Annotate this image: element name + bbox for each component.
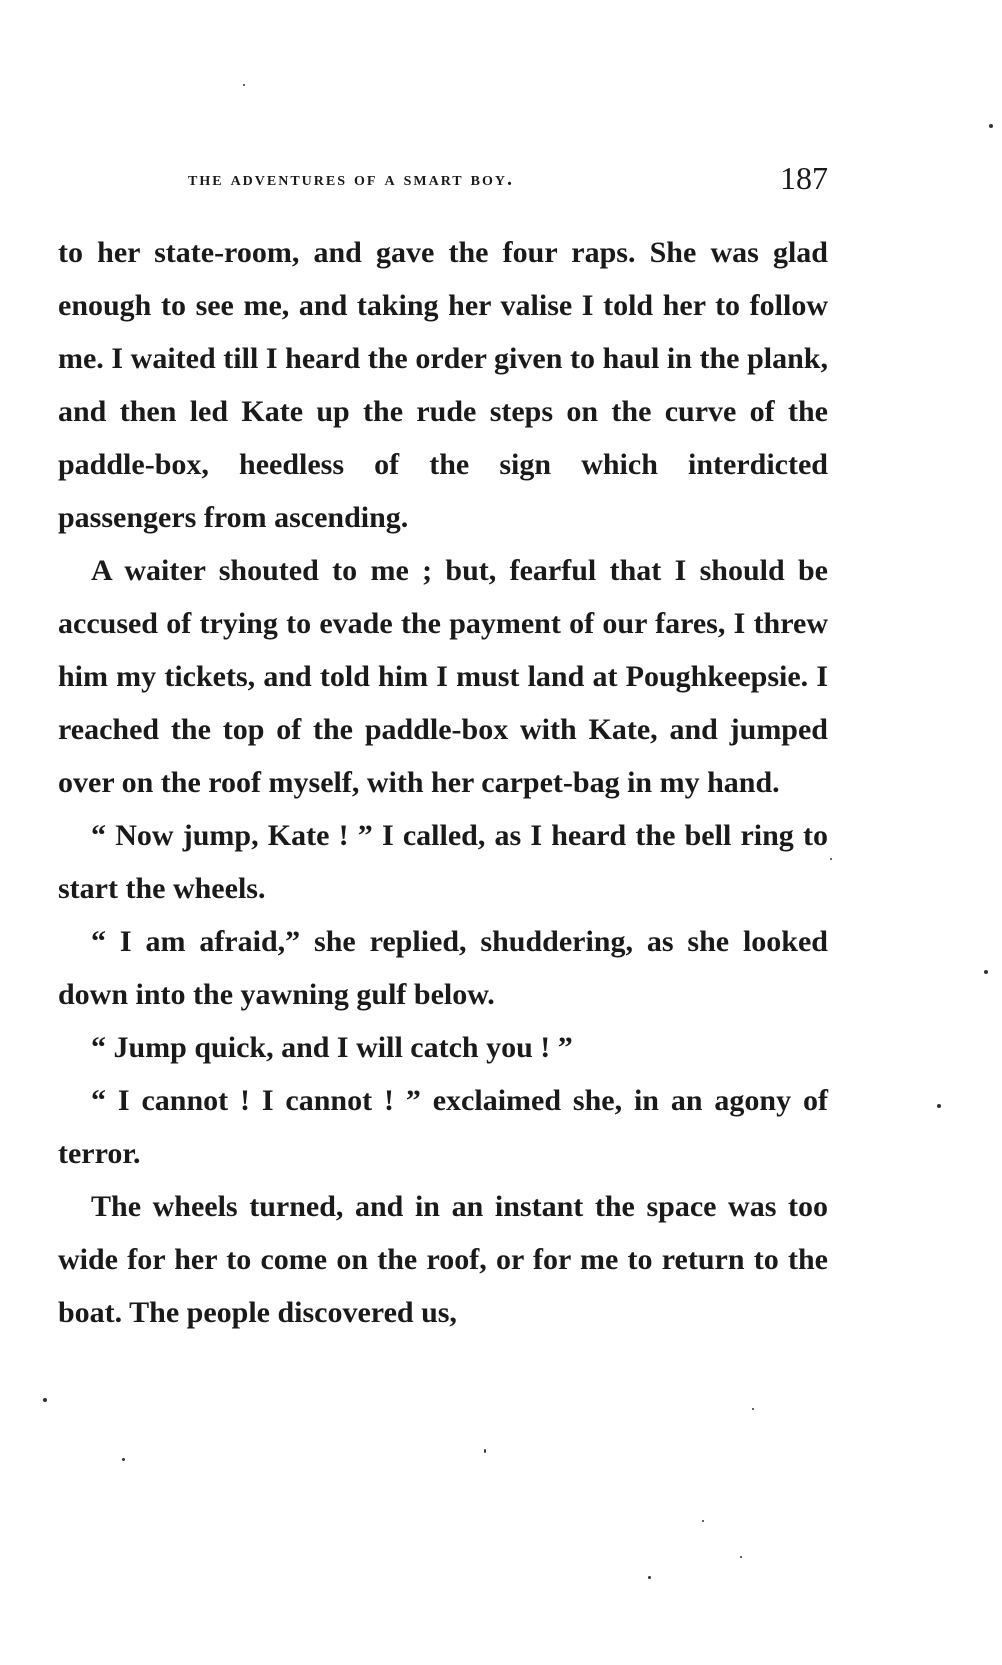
body-text <box>58 226 828 1339</box>
paragraph-5: “ Jump quick, and I will catch you ! ” <box>91 1031 573 1064</box>
speck <box>752 1408 754 1410</box>
paragraph-6: “ I cannot ! I cannot ! ” exclaimed she, in an agony of terror. <box>58 1084 828 1170</box>
speck <box>43 1398 47 1402</box>
speck <box>122 1458 125 1461</box>
paragraph-2: A waiter shouted to me ; but, fearful that I should be accused of trying to evade the payment of our fares, I threw him my tickets, and told him I must land at Poughkeepsie. I reached the top of the paddle-box with Kate, and jumped over on the roof myself, with her carpet-bag in my hand. <box>58 554 828 799</box>
speck <box>243 84 245 86</box>
speck <box>830 858 832 860</box>
speck <box>484 1449 486 1453</box>
paragraph-3: “ Now jump, Kate ! ” I called, as I heard the bell ring to start the wheels. <box>58 819 828 905</box>
page-number: 187 <box>780 160 828 196</box>
speck <box>740 1556 742 1558</box>
running-head <box>188 160 828 200</box>
speck <box>937 1104 941 1108</box>
paragraph-4: “ I am afraid,” she replied, shuddering, as she looked down into the yawning gulf below. <box>58 925 828 1011</box>
paragraph-1: to her state-room, and gave the four raps. She was glad enough to see me, and taking her valise I told her to follow me. I waited till I heard the order given to haul in the plank, and then led Kate up the rude steps on the curve of the paddle-box, heedless of the sign which interdicted passengers from ascending. <box>58 236 828 534</box>
speck <box>648 1576 651 1579</box>
running-title: the adventures of a smart boy. <box>188 168 514 190</box>
paragraph-7: The wheels turned, and in an instant the space was too wide for her to come on the roof, or for me to return to the boat. The people discovered us, <box>58 1190 828 1329</box>
speck <box>984 970 988 974</box>
speck <box>989 124 993 128</box>
speck <box>702 1520 704 1522</box>
